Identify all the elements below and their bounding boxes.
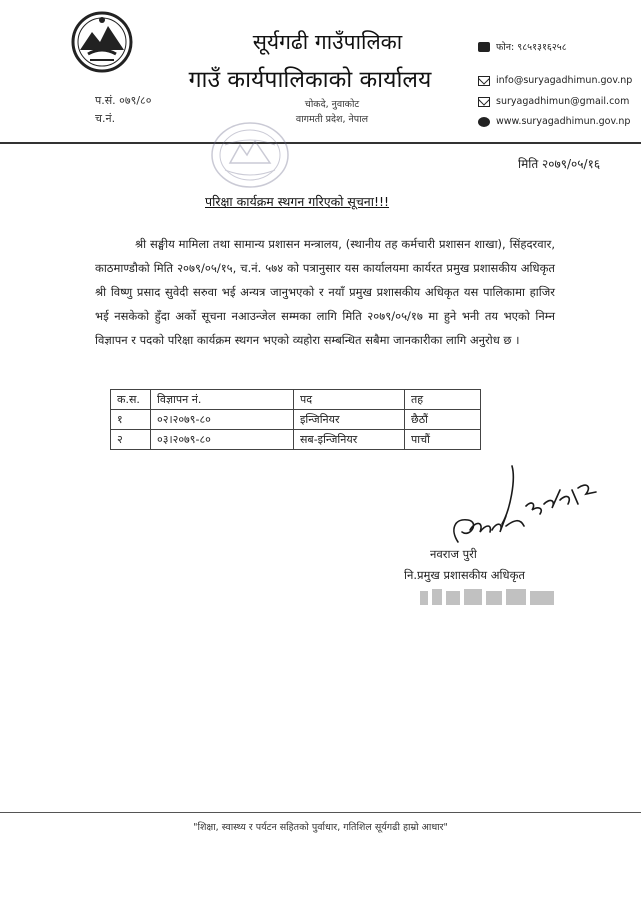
vacancy-table (110, 389, 481, 450)
website-text[interactable]: www.suryagadhimun.gov.np (496, 116, 631, 127)
footer-divider (0, 812, 641, 813)
address-line-2: वागमती प्रदेश, नेपाल (295, 114, 369, 125)
contact-website[interactable] (478, 116, 630, 127)
header-level: तह (405, 390, 481, 410)
office-seal-stamp (205, 115, 295, 195)
header-serial: क.स. (111, 390, 151, 410)
table-row (111, 430, 481, 450)
notice-date: मिति २०७९/०५/१६ (518, 157, 601, 171)
notice-body-text: श्री सङ्घीय मामिला तथा सामान्य प्रशासन मन्त्रालय, (स्थानीय तह कर्मचारी प्रशासन शाखा), सिंहदरवार, काठमाण्डौको मिति २०७९/०५/१५, च.नं. ५७४ को पत्रानुसार यस कार्यालयमा कार्यरत प्रमुख प्रशासकीय अधिकृत श्री विष्णु प्रसाद सुवेदी सरुवा भई अन्यत्र जानुभएको र नयाँ प्रमुख प्रशासकीय अधिकृत यस पालिकामा हाजिर भई नसकेको हुँदा अर्को सूचना नआउन्जेल सम्मका लागि मिति २०७९/०५/१७ मा हुने भनी तय भएको निम्न विज्ञापन र पदको परिक्षा कार्यक्रम स्थगन भएको व्यहोरा सम्बन्धित सबैमा जानकारीका लागि अनुरोध छ । (95, 237, 555, 347)
signer-name: नवराज पुरी (430, 547, 477, 561)
contact-email-2[interactable] (478, 96, 629, 107)
phone-text: फोन: ९८५१३१६२५८ (496, 42, 567, 53)
footer-motto: "शिक्षा, स्वास्थ्य र पर्यटन सहितको पुर्वाधार, गतिशिल सूर्यगढी हाम्रो आधार" (193, 822, 448, 833)
dispatch-number: च.नं. (95, 112, 116, 125)
email-2-text[interactable]: suryagadhimun@gmail.com (496, 96, 630, 107)
cell-level: पाचौं (405, 430, 481, 450)
header-ad-number: विज्ञापन नं. (151, 390, 294, 410)
contact-phone (478, 40, 567, 53)
reference-number: प.सं. ०७९/८० (95, 94, 152, 107)
cell-serial: २ (111, 430, 151, 450)
email-1-text[interactable]: info@suryagadhimun.gov.np (496, 75, 633, 86)
address-line-1: चोकदे, नुवाकोट (304, 99, 360, 110)
signer-title: नि.प्रमुख प्रशासकीय अधिकृत (404, 568, 525, 582)
handwritten-signature (440, 460, 600, 545)
contact-email-1[interactable] (478, 75, 632, 86)
org-name: सूर्यगढी गाउँपालिका (252, 30, 403, 54)
notice-body (95, 232, 555, 352)
cell-post: इन्जिनियर (294, 410, 405, 430)
table-header-row (111, 390, 481, 410)
globe-icon (478, 117, 490, 127)
cell-level: छैठौं (405, 410, 481, 430)
designation-stamp (418, 583, 558, 613)
phone-icon (478, 42, 490, 52)
table-row (111, 410, 481, 430)
header-post: पद (294, 390, 405, 410)
notice-subject: परिक्षा कार्यक्रम स्थगन गरिएको सूचना!!! (205, 194, 390, 209)
nepal-emblem-icon (70, 10, 134, 74)
cell-ad-number: ०२।२०७९-८० (151, 410, 294, 430)
cell-post: सब-इन्जिनियर (294, 430, 405, 450)
cell-serial: १ (111, 410, 151, 430)
mail-icon (478, 97, 490, 107)
office-name: गाउँ कार्यपालिकाको कार्यालय (188, 67, 432, 93)
header-divider (0, 142, 641, 144)
mail-icon (478, 76, 490, 86)
cell-ad-number: ०३।२०७९-८० (151, 430, 294, 450)
